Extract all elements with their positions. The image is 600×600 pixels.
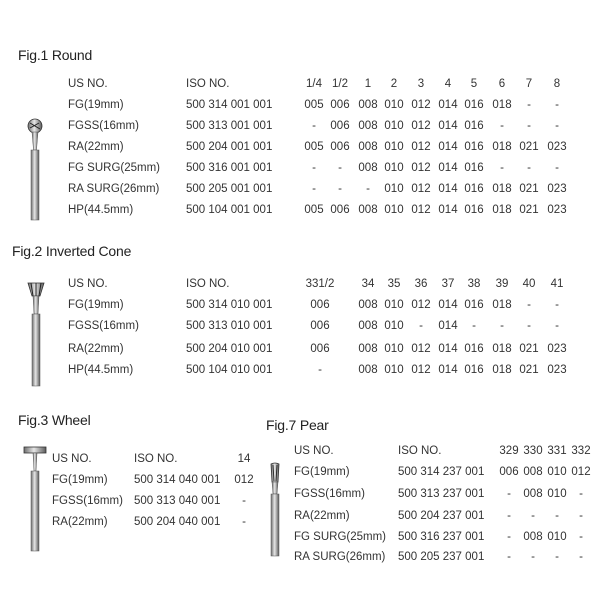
size-value: 014: [438, 364, 458, 376]
size-value: 016: [464, 162, 484, 174]
iso-no-cell: 500 104 010 001: [186, 364, 273, 376]
size-value: 016: [464, 299, 484, 311]
size-value: 008: [358, 162, 378, 174]
size-value: 006: [330, 120, 350, 132]
size-value: 012: [411, 364, 431, 376]
iso-no-cell: 500 313 237 001: [398, 488, 485, 500]
size-value: -: [555, 99, 559, 111]
round-bur-icon: [20, 112, 50, 222]
size-value: -: [507, 510, 511, 522]
size-value: 010: [547, 531, 567, 543]
iso-no-cell: 500 204 001 001: [186, 141, 273, 153]
size-header: 1/2: [332, 78, 348, 90]
iso-no-cell: 500 104 001 001: [186, 204, 273, 216]
size-value: 010: [547, 466, 567, 478]
size-value: 021: [519, 364, 539, 376]
size-header: 14: [237, 453, 251, 465]
size-value: 014: [438, 120, 458, 132]
size-value: -: [531, 510, 535, 522]
size-value: 016: [464, 99, 484, 111]
size-value: 012: [411, 99, 431, 111]
size-value: 016: [464, 120, 484, 132]
size-value: -: [555, 551, 559, 563]
size-value: 006: [330, 99, 350, 111]
size-value: 018: [492, 204, 512, 216]
size-value: 010: [384, 204, 404, 216]
size-value: -: [242, 516, 246, 528]
size-value: -: [555, 120, 559, 132]
iso-no-cell: 500 314 010 001: [186, 299, 273, 311]
size-value: -: [527, 320, 531, 332]
iso-no-cell: 500 316 001 001: [186, 162, 273, 174]
size-value: 016: [464, 343, 484, 355]
size-value: -: [507, 551, 511, 563]
size-value: 023: [547, 204, 567, 216]
size-value: -: [555, 299, 559, 311]
iso-no-cell: 500 314 237 001: [398, 466, 485, 478]
size-value: 014: [438, 141, 458, 153]
size-header: 1: [364, 78, 372, 90]
size-value: 008: [358, 204, 378, 216]
size-header: 7: [525, 78, 533, 90]
size-value: -: [500, 162, 504, 174]
size-value: -: [472, 320, 476, 332]
size-value: 014: [438, 343, 458, 355]
size-value: 008: [523, 466, 543, 478]
size-value: 010: [384, 99, 404, 111]
size-value: -: [527, 299, 531, 311]
us-no-header: US NO.: [68, 78, 108, 90]
us-no-cell: RA(22mm): [294, 510, 350, 522]
us-no-header: US NO.: [52, 453, 92, 465]
size-header: 329: [499, 445, 519, 457]
size-value: 008: [358, 141, 378, 153]
fig2-title: Fig.2 Inverted Cone: [12, 243, 132, 259]
size-value: 012: [411, 120, 431, 132]
us-no-cell: RA(22mm): [68, 343, 124, 355]
size-value: 014: [438, 183, 458, 195]
size-header: 3: [417, 78, 425, 90]
size-value: -: [507, 488, 511, 500]
wheel-bur-icon: [20, 445, 50, 553]
size-value: -: [242, 495, 246, 507]
size-header: 2: [390, 78, 398, 90]
size-value: -: [312, 183, 316, 195]
iso-no-header: ISO NO.: [186, 278, 230, 290]
size-value: 008: [358, 320, 378, 332]
size-value: -: [500, 120, 504, 132]
iso-no-cell: 500 314 001 001: [186, 99, 273, 111]
size-value: -: [419, 320, 423, 332]
fig1-title: Fig.1 Round: [18, 47, 93, 63]
iso-no-cell: 500 314 040 001: [134, 474, 221, 486]
iso-no-cell: 500 204 040 001: [134, 516, 221, 528]
size-value: 010: [384, 183, 404, 195]
us-no-header: US NO.: [68, 278, 108, 290]
size-value: 012: [411, 141, 431, 153]
us-no-cell: RA SURG(26mm): [68, 183, 160, 195]
iso-no-cell: 500 313 001 001: [186, 120, 273, 132]
size-value: 016: [464, 183, 484, 195]
us-no-cell: FG(19mm): [68, 99, 124, 111]
size-header: 36: [414, 278, 428, 290]
us-no-cell: FGSS(16mm): [52, 495, 123, 507]
size-header: 332: [571, 445, 591, 457]
size-value: 023: [547, 141, 567, 153]
us-no-cell: RA(22mm): [68, 141, 124, 153]
size-value: 021: [519, 343, 539, 355]
size-value: 014: [438, 162, 458, 174]
size-value: 006: [310, 320, 330, 332]
size-value: 008: [358, 299, 378, 311]
size-value: 010: [547, 488, 567, 500]
size-header: 40: [522, 278, 536, 290]
size-value: -: [579, 510, 583, 522]
size-header: 41: [550, 278, 564, 290]
size-value: 005: [304, 99, 324, 111]
size-value: 014: [438, 204, 458, 216]
size-header: 331: [547, 445, 567, 457]
size-value: 008: [358, 364, 378, 376]
size-value: 006: [330, 141, 350, 153]
us-no-cell: FG(19mm): [68, 299, 124, 311]
size-value: -: [338, 183, 342, 195]
size-value: -: [555, 320, 559, 332]
size-value: 006: [330, 204, 350, 216]
size-value: 006: [499, 466, 519, 478]
size-value: 008: [358, 99, 378, 111]
size-header: 8: [553, 78, 561, 90]
size-value: -: [507, 531, 511, 543]
size-value: -: [312, 120, 316, 132]
size-value: 018: [492, 99, 512, 111]
size-value: 016: [464, 141, 484, 153]
size-value: -: [338, 162, 342, 174]
size-value: 018: [492, 183, 512, 195]
size-header: 5: [470, 78, 478, 90]
size-value: 014: [438, 320, 458, 332]
inverted-cone-bur-icon: [22, 280, 50, 388]
us-no-cell: HP(44.5mm): [68, 204, 134, 216]
size-value: 021: [519, 141, 539, 153]
us-no-cell: FG SURG(25mm): [294, 531, 386, 543]
us-no-cell: RA(22mm): [52, 516, 108, 528]
iso-no-cell: 500 313 040 001: [134, 495, 221, 507]
size-value: 012: [411, 343, 431, 355]
size-header: 331/2: [305, 278, 335, 290]
size-value: 010: [384, 364, 404, 376]
iso-no-cell: 500 204 010 001: [186, 343, 273, 355]
iso-no-header: ISO NO.: [134, 453, 178, 465]
size-value: -: [579, 531, 583, 543]
us-no-cell: FG(19mm): [52, 474, 108, 486]
size-value: -: [527, 99, 531, 111]
size-header: 6: [498, 78, 506, 90]
size-value: -: [527, 162, 531, 174]
size-value: 012: [571, 466, 591, 478]
size-value: -: [555, 510, 559, 522]
size-header: 37: [441, 278, 455, 290]
size-value: 005: [304, 204, 324, 216]
us-no-cell: FGSS(16mm): [294, 488, 365, 500]
size-value: 023: [547, 183, 567, 195]
size-value: 006: [310, 299, 330, 311]
size-header: 4: [444, 78, 452, 90]
size-value: 012: [234, 474, 254, 486]
size-value: 010: [384, 120, 404, 132]
size-value: 006: [310, 343, 330, 355]
size-header: 39: [495, 278, 509, 290]
us-no-cell: FGSS(16mm): [68, 120, 139, 132]
size-value: 014: [438, 299, 458, 311]
size-value: 021: [519, 204, 539, 216]
size-value: 016: [464, 204, 484, 216]
pear-bur-icon: [262, 462, 288, 557]
size-value: 008: [523, 531, 543, 543]
fig7-title: Fig.7 Pear: [266, 417, 329, 433]
size-value: 012: [411, 299, 431, 311]
size-value: 018: [492, 343, 512, 355]
size-value: -: [555, 162, 559, 174]
size-value: 010: [384, 141, 404, 153]
us-no-cell: RA SURG(26mm): [294, 551, 386, 563]
size-value: 010: [384, 162, 404, 174]
us-no-cell: FG SURG(25mm): [68, 162, 160, 174]
size-value: 012: [411, 162, 431, 174]
size-value: 010: [384, 320, 404, 332]
size-value: 018: [492, 141, 512, 153]
size-value: 010: [384, 343, 404, 355]
size-header: 330: [523, 445, 543, 457]
size-value: 008: [358, 343, 378, 355]
size-value: 008: [358, 120, 378, 132]
size-value: -: [579, 488, 583, 500]
size-header: 35: [387, 278, 401, 290]
size-value: -: [318, 364, 322, 376]
size-value: -: [579, 551, 583, 563]
size-value: 023: [547, 364, 567, 376]
size-value: 008: [523, 488, 543, 500]
iso-no-cell: 500 204 237 001: [398, 510, 485, 522]
size-value: 016: [464, 364, 484, 376]
iso-no-cell: 500 205 001 001: [186, 183, 273, 195]
size-value: 023: [547, 343, 567, 355]
size-value: 012: [411, 204, 431, 216]
size-value: -: [531, 551, 535, 563]
size-value: 018: [492, 299, 512, 311]
iso-no-cell: 500 316 237 001: [398, 531, 485, 543]
size-value: -: [366, 183, 370, 195]
size-value: 010: [384, 299, 404, 311]
us-no-cell: HP(44.5mm): [68, 364, 134, 376]
iso-no-cell: 500 205 237 001: [398, 551, 485, 563]
size-header: 38: [467, 278, 481, 290]
size-value: -: [527, 120, 531, 132]
size-value: 014: [438, 99, 458, 111]
size-value: 012: [411, 183, 431, 195]
size-value: 021: [519, 183, 539, 195]
us-no-header: US NO.: [294, 445, 334, 457]
iso-no-cell: 500 313 010 001: [186, 320, 273, 332]
iso-no-header: ISO NO.: [186, 78, 230, 90]
iso-no-header: ISO NO.: [398, 445, 442, 457]
us-no-cell: FGSS(16mm): [68, 320, 139, 332]
size-value: 018: [492, 364, 512, 376]
size-value: -: [312, 162, 316, 174]
size-value: -: [500, 320, 504, 332]
size-header: 34: [361, 278, 375, 290]
size-value: 005: [304, 141, 324, 153]
fig3-title: Fig.3 Wheel: [18, 412, 91, 428]
size-header: 1/4: [306, 78, 322, 90]
us-no-cell: FG(19mm): [294, 466, 350, 478]
